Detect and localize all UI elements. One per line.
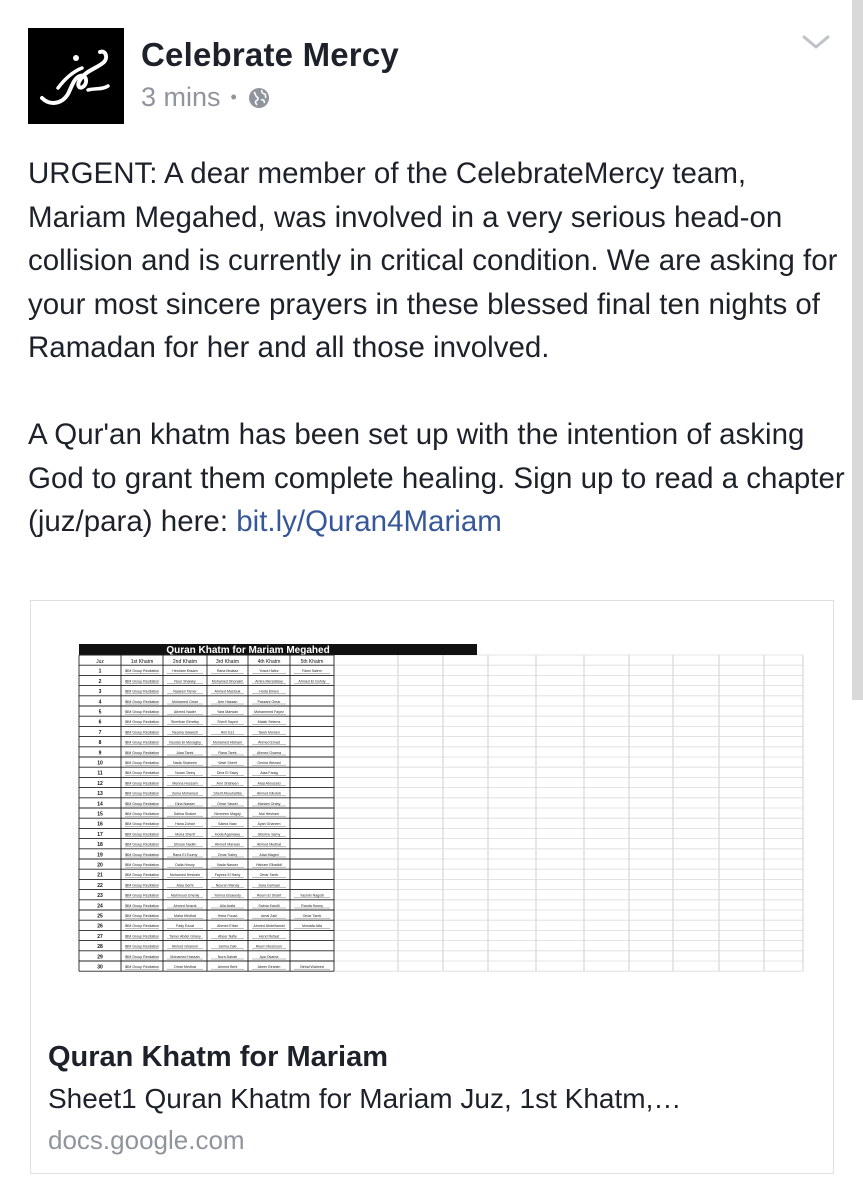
sheet-cell: Sherine Samy [257,832,281,837]
sheet-juz-number: 26 [97,923,103,930]
sheet-cell: Yosra Hafez [259,669,279,674]
meta-separator: • [230,87,237,107]
sheet-cell: IBM Group Recitation [124,852,160,857]
sheet-cell: Omar Yasser [217,801,238,806]
sheet-juz-number: 23 [97,893,103,900]
sheet-juz-number: 19 [97,852,103,859]
sheet-cell: IBM Group Recitation [124,893,160,898]
post-timestamp[interactable]: 3 mins [141,82,221,112]
sheet-cell: Nadeen Tamer [173,689,197,694]
sheet-cell: IBM Group Recitation [124,801,160,806]
sheet-cell: Abeer Elrahim [257,965,281,969]
sheet-cell: IBM Group Recitation [124,903,160,908]
sheet-cell: Neama Gawesh [172,730,198,735]
sheet-juz-number: 14 [97,801,103,808]
sheet-cell: Nuran Tareq [175,771,195,776]
sheet-cell: Mohamed Hesham [169,873,201,878]
sheet-juz-number: 13 [97,791,103,798]
sheet-cell: IBM Group Recitation [124,771,160,776]
sheet-cell: IBM Group Recitation [124,924,160,929]
sheet-cell: Alia Arafa [219,903,236,908]
sheet-cell: Mohamed Omar [172,699,198,704]
sheet-cell: IBM Group Recitation [124,669,160,674]
sheet-juz-number: 20 [97,862,103,869]
sheet-cell: Nouran El Menaghy [169,740,201,745]
sheet-cell: Nouran Manay [215,883,240,888]
sheet-cell: IBM Group Recitation [124,710,160,714]
post-paragraph-2-text: A Qur'an khatm has been set up with the intention of asking God to grant them complete healing. Sign up to read a chapter (juz/para) here: [28,418,845,538]
sheet-column-header: 5th Khatm [300,659,324,665]
sheet-cell: IBM Group Recitation [124,781,160,786]
sheet-juz-number: 8 [98,740,102,747]
sheet-cell: Alaa Tarek [176,750,194,755]
sheet-cell: IBM Group Recitation [124,863,160,867]
sheet-cell: Passant Omar [257,699,281,704]
link-preview-description: Sheet1 Quran Khatm for Mariam Juz, 1st Khatm,… [48,1083,682,1114]
sheet-cell: Ahmed Behi [217,965,238,969]
sheet-cell: Sara Gamaal [258,883,280,888]
scrollbar[interactable] [852,0,863,700]
sheet-cell: Rana El-Toumy [172,852,198,857]
sheet-cell: Omar Tarek [302,914,322,918]
sheet-cell: Nermeen Magdy [214,812,241,816]
sheet-cell: Alaa Abouzeid [257,781,281,786]
sheet-cell: Hend Refaat [258,934,280,939]
sheet-cell: Yomna Elsaeedy [214,893,241,898]
sheet-cell: Mohamed Hisham [212,740,243,745]
sheet-juz-number: 21 [97,872,103,879]
sheet-column-header: Juz [96,659,104,665]
post-meta [141,82,271,113]
sheet-juz-number: 25 [97,913,103,920]
sheet-cell: Mostafa Atta [302,924,322,929]
sheet-cell: Dina Nasser [175,801,195,806]
sheet-title: Quran Khatm for Mariam Megahed [166,645,330,656]
sheet-cell: Salma Kandil [258,903,280,908]
sheet-column-header: 1st Khatm [130,659,154,665]
sheet-cell: Alaa Gerhi [176,883,194,888]
sheet-cell: Hisham Elhadidi [256,863,282,867]
sheet-cell: Ahmed Elkotob [256,791,282,796]
sheet-cell: IBM Group Recitation [124,914,160,918]
sheet-juz-number: 17 [97,831,103,838]
sheet-cell: Shrouk Nadim [173,842,197,847]
sheet-cell: Yara Marwan [216,710,239,714]
sheet-juz-number: 22 [97,882,103,889]
sheet-cell: Ahmed Nader [173,710,197,714]
sheet-cell: Hesham Essam [172,669,198,674]
sheet-cell: IBM Group Recitation [124,791,160,796]
sheet-cell: Omar Tarek [259,873,279,878]
sheet-cell: Mona Sherif [175,832,195,837]
sheet-cell: Malak Selema [257,720,281,725]
sheet-cell: Rami Salem [302,669,322,674]
link-preview-domain: docs.google.com [48,1125,245,1155]
sheet-cell: IBM Group Recitation [124,720,160,725]
sheet-cell: Sherif Sayed [217,720,238,725]
sheet-cell: Ahmed Osama [257,750,281,755]
page-avatar[interactable] [28,28,124,124]
sheet-juz-number: 10 [97,760,103,767]
sheet-cell: IBM Group Recitation [124,954,160,959]
sheet-cell: Amal Zaki [261,914,277,918]
sheet-juz-number: 24 [97,903,103,910]
sheet-cell: IBM Group Recitation [124,761,160,765]
sheet-cell: Tamer Abdel Ghany [169,934,201,939]
sheet-cell: Omar Medhat [174,965,196,969]
sheet-cell: Yasmin Naguib [299,893,325,898]
link-preview-title: Quran Khatm for Mariam [48,1041,388,1073]
sheet-cell: IBM Group Recitation [124,730,160,735]
sheet-juz-number: 7 [98,729,102,736]
sheet-cell: Amr Ezz [220,730,235,735]
sheet-cell: Omnia Wezani [257,761,281,765]
spreadsheet-thumbnail [31,601,833,1019]
sheet-cell: Dina El Sawy [216,771,239,776]
sheet-juz-number: 15 [97,811,103,818]
sheet-cell: Menna Hossam [172,781,198,786]
sheet-juz-number: 28 [97,944,103,951]
sheet-juz-number: 16 [97,821,103,828]
sheet-cell: Amr Shaheen [216,781,239,786]
sheet-cell: IBM Group Recitation [124,842,160,847]
sheet-juz-number: 12 [97,780,103,787]
sheet-cell: IBM Group Recitation [124,750,160,755]
sheet-cell: Ahmed El Gohdy [298,679,326,684]
sheet-cell: Ahmed Abdelhamid [253,924,285,929]
sheet-cell: Mariam Oraby [257,801,281,806]
sheet-cell: Hoda Agamawy [214,832,241,837]
sheet-cell: Ahmed Nosrat [173,903,197,908]
sheet-cell: IBM Group Recitation [124,689,160,694]
sheet-cell: Amr Hassan [217,699,238,704]
sheet-cell: IBM Group Recitation [124,679,160,684]
sheet-cell: Nour Shawky [174,679,196,684]
sheet-cell: Omar Sabry [217,852,238,857]
sheet-cell: Alaa Maged [259,852,279,857]
sheet-juz-number: 1 [98,668,102,675]
sheet-cell: Alaa Farag [260,771,278,776]
sheet-cell: Ahmed Medhat [256,842,282,847]
sheet-juz-number: 29 [97,954,103,961]
sheet-cell: Nada Nasser [217,863,238,867]
sheet-cell: Mai Hesham [258,812,280,816]
sheet-cell: Mohamed Hassan [170,954,200,959]
sheet-cell: Mohamed Ghonaim [211,679,244,684]
sheet-juz-number: 4 [98,699,102,706]
sheet-juz-number: 2 [98,678,102,685]
sheet-cell: IBM Group Recitation [124,883,160,888]
sheet-cell: IBM Group Recitation [124,740,160,745]
calligraphy-logo [28,28,124,124]
sheet-cell: Reem El Sharif [256,893,282,898]
sheet-cell: Amira Mersafawy [255,679,283,684]
sheet-cell: Ahmed Ghanem [171,944,199,949]
sheet-juz-number: 9 [98,750,102,757]
sheet-cell: Ahmed Marwan [214,842,241,847]
sheet-cell: IBM Group Recitation [124,812,160,816]
sheet-cell: Wael Sherif [218,761,237,765]
paragraph-gap [28,370,848,414]
link-preview-image [31,601,833,1019]
sheet-cell: Aya Osama [259,954,279,959]
sheet-cell: Sherif Abouhatiba [213,791,242,796]
sheet-cell: Rana Moataz [216,669,239,674]
sheet-cell: Ahmed Emad [258,740,280,745]
sheet-cell: Hana Zohair [175,822,195,827]
sheet-cell: Hoda Elmen [259,689,279,694]
link-preview-card[interactable] [30,600,834,1174]
sheet-cell: IBM Group Recitation [124,965,160,969]
sheet-cell: Salma Nasr [218,822,237,827]
sheet-cell: IBM Group Recitation [124,832,160,837]
sheet-cell: IBM Group Recitation [124,822,160,827]
sheet-cell: Sherihan Elmeiby [170,720,200,725]
sheet-cell: Heba Fouad [217,914,238,918]
sheet-cell: IBM Group Recitation [124,699,160,704]
post-body [28,152,848,544]
sheet-cell: Mohammed Fayez [254,710,284,714]
sheet-juz-number: 3 [98,689,102,696]
chevron-down-icon[interactable] [800,30,832,54]
sheet-cell: Abeer Nafie [218,934,237,939]
sheet-juz-number: 18 [97,842,103,849]
sheet-cell: Reem Mesmoon [255,944,283,949]
sheet-cell: Nehal Waheed [300,965,324,969]
sheet-cell: IBM Group Recitation [124,944,160,949]
sheet-cell: Nora Dahab [217,954,238,959]
sheet-cell: Mahmoud Ghenly [170,893,200,898]
sheet-juz-number: 11 [97,770,103,777]
sheet-cell: Randa Hosny [301,903,323,908]
signup-link[interactable]: bit.ly/Quran4Mariam [236,505,502,538]
sheet-cell: IBM Group Recitation [124,934,160,939]
sheet-cell: Rana Tarek [218,750,237,755]
sheet-cell: Tarek Momen [258,730,280,735]
sheet-juz-number: 5 [98,709,102,716]
sheet-cell: Fady Ezzat [176,924,194,929]
sheet-cell: Salma Zaki [218,944,237,949]
sheet-cell: Salma Shaker [173,812,197,816]
sheet-cell: Ahmed Erfan [217,924,238,929]
sheet-column-header: 2nd Khatm [172,659,198,665]
sheet-cell: Zeina Mohamed [172,791,198,796]
sheet-juz-number: 27 [97,933,103,940]
sheet-cell: Fayeez El Harty [214,873,241,878]
globe-icon [247,86,271,110]
post-paragraph-1: URGENT: A dear member of the CelebrateMercy team, Mariam Megahed, was involved in a very serious head-on collision and is currently in critical condition. We are asking for your most sincere prayers in these blessed final ten nights of Ramadan for her and all those involved. [28,157,838,364]
sheet-cell: Maha Medhat [174,914,196,918]
sheet-cell: Dalia Hosny [175,863,195,867]
sheet-juz-number: 6 [98,719,102,726]
sheet-column-header: 4th Khatm [257,659,281,665]
sheet-cell: Ahmed Mastouk [214,689,241,694]
sheet-juz-number: 30 [97,964,103,971]
sheet-column-header: 3rd Khatm [215,659,240,665]
sheet-cell: Nada Shaheen [173,761,197,765]
sheet-cell: IBM Group Recitation [124,873,160,878]
sheet-cell: Ayah Ghanem [257,822,281,827]
post-paragraph-2 [28,413,848,544]
page-name[interactable]: Celebrate Mercy [141,36,399,73]
